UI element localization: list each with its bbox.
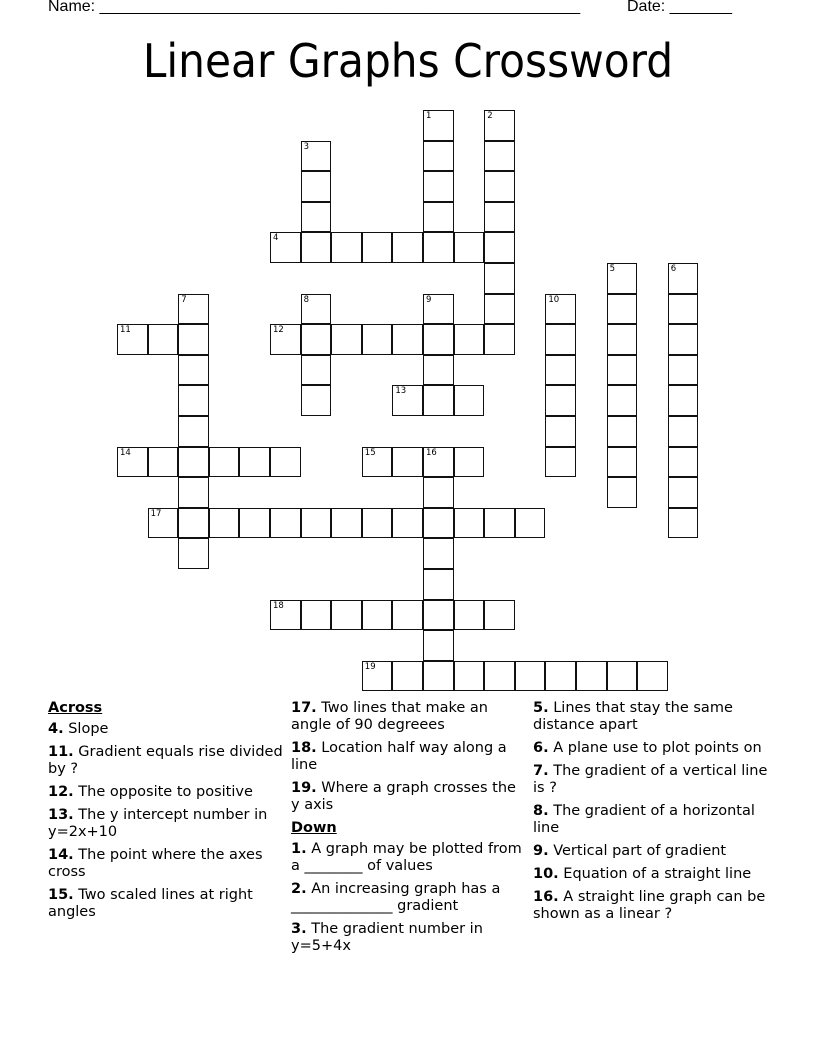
- clue-number: 16: [426, 447, 437, 458]
- crossword-cell[interactable]: [484, 232, 515, 263]
- crossword-cell[interactable]: [515, 661, 546, 692]
- crossword-cell[interactable]: [270, 600, 301, 631]
- crossword-cell[interactable]: [362, 447, 393, 478]
- crossword-cell[interactable]: [148, 324, 179, 355]
- clue-number: 17: [150, 508, 162, 519]
- crossword-cell[interactable]: [362, 232, 393, 263]
- crossword-cell[interactable]: [607, 661, 638, 692]
- clue-across-14: 14. The point where the axes cross: [48, 847, 263, 880]
- crossword-cell[interactable]: [392, 447, 423, 478]
- clues-column-1: [48, 700, 283, 927]
- clue-down-6: 6. A plane use to plot points on: [533, 740, 762, 756]
- crossword-cell[interactable]: [423, 661, 454, 692]
- clue-down-3: 3. The gradient number in y=5+4x: [291, 921, 483, 954]
- crossword-cell[interactable]: [423, 110, 454, 141]
- crossword-cell[interactable]: [423, 355, 454, 386]
- clue-across-13: 13. The y intercept number in y=2x+10: [48, 807, 268, 840]
- clue-down-2: 2. An increasing graph has a ______________ gradient: [291, 881, 501, 914]
- crossword-cell[interactable]: [423, 477, 454, 508]
- crossword-cell[interactable]: [607, 447, 638, 478]
- down-heading: Down: [291, 820, 337, 836]
- clue-down-1: 1. A graph may be plotted from a ________ of values: [291, 841, 522, 874]
- crossword-cell[interactable]: [454, 385, 485, 416]
- crossword-cell[interactable]: [484, 141, 515, 172]
- clue-number: 7: [181, 294, 187, 305]
- crossword-cell[interactable]: [637, 661, 668, 692]
- clue-across-18: 18. Location half way along a line: [291, 740, 507, 773]
- crossword-cell[interactable]: [423, 141, 454, 172]
- crossword-cell[interactable]: [362, 661, 393, 692]
- crossword-cell[interactable]: [484, 294, 515, 325]
- page-title: Linear Graphs Crossword: [142, 34, 674, 88]
- clue-down-5: 5. Lines that stay the same distance apart: [533, 700, 733, 733]
- crossword-cell[interactable]: [331, 232, 362, 263]
- clue-down-7: 7. The gradient of a vertical line is ?: [533, 763, 768, 796]
- crossword-cell[interactable]: [178, 324, 209, 355]
- crossword-cell[interactable]: [484, 661, 515, 692]
- crossword-cell[interactable]: [301, 232, 332, 263]
- crossword-cell[interactable]: [362, 600, 393, 631]
- clue-number: 5: [609, 264, 616, 274]
- crossword-cell[interactable]: [178, 385, 209, 416]
- crossword-cell[interactable]: [392, 324, 423, 355]
- clue-number: 1: [426, 111, 432, 121]
- crossword-cell[interactable]: [270, 232, 301, 263]
- crossword-cell[interactable]: [301, 508, 332, 539]
- crossword-cell[interactable]: [331, 324, 362, 355]
- crossword-cell[interactable]: [545, 447, 576, 478]
- crossword-cell[interactable]: [423, 232, 454, 263]
- crossword-cell[interactable]: [484, 508, 515, 539]
- crossword-cell[interactable]: [423, 569, 454, 600]
- across-heading: Across: [48, 700, 103, 716]
- crossword-cell[interactable]: [484, 110, 515, 141]
- crossword-cell[interactable]: [545, 324, 576, 355]
- crossword-cell[interactable]: [209, 508, 240, 539]
- crossword-cell[interactable]: [301, 600, 332, 631]
- crossword-cell[interactable]: [484, 263, 515, 294]
- crossword-cell[interactable]: [270, 508, 301, 539]
- crossword-cell[interactable]: [454, 661, 485, 692]
- crossword-cell[interactable]: [362, 324, 393, 355]
- clue-number: 3: [303, 141, 310, 152]
- crossword-cell[interactable]: [270, 447, 301, 478]
- crossword-cell[interactable]: [392, 661, 423, 692]
- crossword-cell[interactable]: [148, 508, 179, 539]
- crossword-cell[interactable]: [545, 294, 576, 325]
- crossword-cell[interactable]: [331, 600, 362, 631]
- crossword-cell[interactable]: [607, 416, 638, 447]
- crossword-cell[interactable]: [484, 171, 515, 202]
- crossword-cell[interactable]: [668, 447, 699, 478]
- crossword-cell[interactable]: [178, 538, 209, 569]
- date-field-label: Date: _______: [627, 0, 732, 15]
- crossword-cell[interactable]: [423, 630, 454, 661]
- crossword-cell[interactable]: [423, 385, 454, 416]
- crossword-cell[interactable]: [454, 508, 485, 539]
- crossword-cell[interactable]: [668, 294, 699, 325]
- clue-number: 9: [426, 294, 432, 305]
- clue-number: 15: [364, 447, 376, 458]
- crossword-cell[interactable]: [668, 355, 699, 386]
- clue-down-16: 16. A straight line graph can be shown as a linear ?: [533, 889, 766, 922]
- crossword-cell[interactable]: [301, 171, 332, 202]
- crossword-cell[interactable]: [178, 477, 209, 508]
- crossword-cell[interactable]: [607, 324, 638, 355]
- crossword-cell[interactable]: [454, 232, 485, 263]
- crossword-cell[interactable]: [607, 385, 638, 416]
- crossword-cell[interactable]: [607, 477, 638, 508]
- crossword-cell[interactable]: [545, 661, 576, 692]
- crossword-cell[interactable]: [668, 324, 699, 355]
- clue-number: 18: [273, 600, 284, 611]
- clue-down-9: 9. Vertical part of gradient: [533, 843, 727, 859]
- crossword-cell[interactable]: [668, 477, 699, 508]
- crossword-cell[interactable]: [392, 508, 423, 539]
- crossword-cell[interactable]: [607, 263, 638, 294]
- crossword-cell[interactable]: [301, 355, 332, 386]
- clue-number: 11: [120, 325, 131, 336]
- crossword-cell[interactable]: [545, 355, 576, 386]
- crossword-cell[interactable]: [454, 324, 485, 355]
- crossword-cell[interactable]: [515, 508, 546, 539]
- crossword-cell[interactable]: [423, 171, 454, 202]
- crossword-cell[interactable]: [423, 202, 454, 233]
- clue-number: 12: [273, 325, 284, 336]
- clue-number: 19: [364, 661, 376, 672]
- crossword-cell[interactable]: [423, 447, 454, 478]
- crossword-cell[interactable]: [423, 294, 454, 325]
- clues-column-3: [533, 700, 768, 929]
- name-field-label: Name: ______________________________________________________: [48, 0, 581, 15]
- crossword-cell[interactable]: [423, 600, 454, 631]
- clue-across-15: 15. Two scaled lines at right angles: [48, 887, 253, 920]
- crossword-cell[interactable]: [607, 355, 638, 386]
- crossword-cell[interactable]: [545, 416, 576, 447]
- crossword-cell[interactable]: [392, 385, 423, 416]
- crossword-cell[interactable]: [392, 600, 423, 631]
- crossword-cell[interactable]: [178, 447, 209, 478]
- clue-number: 13: [395, 386, 407, 397]
- clue-number: 14: [120, 447, 131, 458]
- crossword-cell[interactable]: [668, 385, 699, 416]
- crossword-cell[interactable]: [301, 385, 332, 416]
- crossword-cell[interactable]: [178, 508, 209, 539]
- crossword-cell[interactable]: [484, 202, 515, 233]
- clue-number: 8: [303, 294, 310, 305]
- crossword-cell[interactable]: [178, 294, 209, 325]
- crossword-cell[interactable]: [301, 324, 332, 355]
- crossword-cell[interactable]: [117, 447, 148, 478]
- crossword-cell[interactable]: [117, 324, 148, 355]
- crossword-cell[interactable]: [270, 324, 301, 355]
- clue-down-8: 8. The gradient of a horizontal line: [533, 803, 755, 836]
- crossword-cell[interactable]: [178, 416, 209, 447]
- clue-number: 4: [273, 233, 279, 244]
- crossword-cell[interactable]: [362, 508, 393, 539]
- clue-across-17: 17. Two lines that make an angle of 90 degreees: [291, 700, 488, 733]
- crossword-cell[interactable]: [668, 416, 699, 447]
- crossword-cell[interactable]: [545, 385, 576, 416]
- crossword-cell[interactable]: [484, 324, 515, 355]
- crossword-cell[interactable]: [484, 600, 515, 631]
- clue-number: 10: [548, 294, 560, 305]
- crossword-cell[interactable]: [148, 447, 179, 478]
- crossword-cell[interactable]: [239, 508, 270, 539]
- crossword-cell[interactable]: [668, 263, 699, 294]
- crossword-cell[interactable]: [576, 661, 607, 692]
- clue-number: 2: [487, 111, 493, 121]
- crossword-cell[interactable]: [178, 355, 209, 386]
- crossword-cell[interactable]: [301, 202, 332, 233]
- clue-down-10: 10. Equation of a straight line: [533, 866, 752, 882]
- clues-column-2: [291, 700, 526, 961]
- crossword-cell[interactable]: [392, 232, 423, 263]
- crossword-cell[interactable]: [607, 294, 638, 325]
- crossword-cell[interactable]: [454, 447, 485, 478]
- crossword-cell[interactable]: [668, 508, 699, 539]
- crossword-cell[interactable]: [301, 141, 332, 172]
- clue-across-4: 4. Slope: [48, 721, 109, 737]
- clue-number: 6: [670, 264, 677, 274]
- clue-across-12: 12. The opposite to positive: [48, 784, 253, 800]
- crossword-cell[interactable]: [301, 294, 332, 325]
- crossword-cell[interactable]: [454, 600, 485, 631]
- crossword-cell[interactable]: [331, 508, 362, 539]
- crossword-cell[interactable]: [423, 508, 454, 539]
- clue-across-11: 11. Gradient equals rise divided by ?: [48, 744, 283, 777]
- clue-across-19: 19. Where a graph crosses the y axis: [291, 780, 516, 813]
- crossword-cell[interactable]: [423, 538, 454, 569]
- crossword-cell[interactable]: [423, 324, 454, 355]
- crossword-cell[interactable]: [239, 447, 270, 478]
- crossword-cell[interactable]: [209, 447, 240, 478]
